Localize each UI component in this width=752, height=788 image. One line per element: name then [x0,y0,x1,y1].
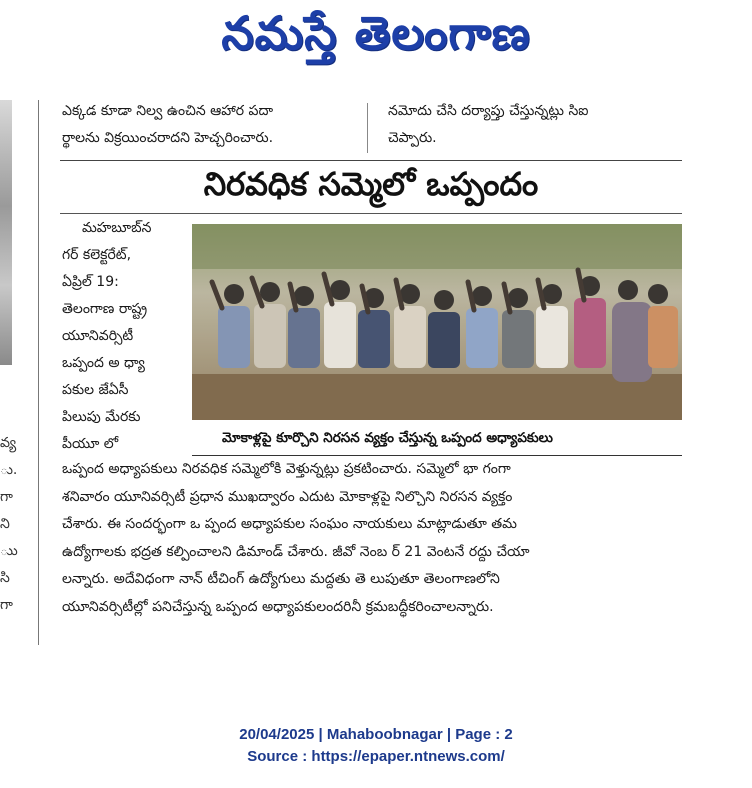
newspaper-title: నమస్తే తెలంగాణ [221,6,531,60]
dateline-line: ఏప్రిల్ 19: [62,274,119,290]
section-rule [60,160,682,161]
headline-rule [60,213,682,214]
photo-caption: మోకాళ్లపై కూర్చొని నిరసన వ్యక్తం చేస్తున్న ఒప్పంద అధ్యాపకులు [222,429,553,446]
text-line: ర్థాలను విక్రయించరాదని హెచ్చరించారు. [62,130,274,146]
protest-photo-illustration [192,224,682,420]
column-divider [367,103,368,153]
text-line: నమోదు చేసి దర్యాప్తు చేస్తున్నట్లు సిఐ [388,103,589,119]
dateline-line: పిలుపు మేరకు [62,409,141,425]
body-line: చేశారు. ఈ సందర్భంగా ఒ ప్పంద అధ్యాపకుల సంఘం నాయకులు మాట్లాడుతూ తమ [62,516,517,532]
column-divider [38,100,39,645]
body-line: శనివారం యూనివర్సిటీ ప్రధాన ముఖద్వారం ఎదుట మోకాళ్లపై నిల్చొని నిరసన వ్యక్తం [62,488,513,505]
dateline-line: ఒప్పంద అ ధ్యా [62,355,145,371]
adjacent-photo-fragment [0,100,12,365]
masthead [0,0,752,78]
source-link[interactable]: Source : https://epaper.ntnews.com/ [247,748,505,765]
dateline-line: పకుల జేఏసీ [62,382,129,398]
previous-article-tail-left [62,98,352,152]
text-line: ఎక్కడ కూడా నిల్వ ఉంచిన ఆహార పదా [62,103,274,119]
article-body [62,456,682,621]
previous-article-tail-right [388,98,678,152]
edition-info: 20/04/2025 | Mahaboobnagar | Page : 2 [239,726,513,743]
dateline-line: పీయూ లో [62,436,119,452]
dateline-line: తెలంగాణ రాష్ట్ర [62,301,148,317]
page-footer [0,724,752,768]
dateline-line: మహబూబ్‌న [82,220,152,236]
dateline-line: యూనివర్సిటీ [62,328,134,344]
body-line: యూనివర్సిటీల్లో పనిచేస్తున్న ఒప్పంద అధ్యాపకులందరినీ క్రమబద్ధీకరించాలన్నారు. [62,598,494,615]
article-headline: నిరవధిక సమ్మెలో ఒప్పందం [203,165,539,203]
adjacent-column-fragment: వ్య ు. గా ని ుు సి గా [0,435,18,613]
text-line: చెప్పారు. [388,130,437,146]
dateline-column [62,215,187,458]
body-line: ఉద్యోగాలకు భద్రత కల్పించాలని డిమాండ్ చేశారు. జీవో నెంబ ర్ 21 వెంటనే రద్దు చేయా [62,543,530,560]
body-line: ఒప్పంద అధ్యాపకులు నిరవధిక సమ్మెలోకి వెళ్తున్నట్లు ప్రకటించారు. సమ్మెలో భా గంగా [62,461,511,477]
protest-photo [192,224,682,420]
body-line: లన్నారు. అదేవిధంగా నాన్ టీచింగ్ ఉద్యోగులు మద్దతు తె లుపుతూ తెలంగాణలోని [62,571,500,587]
dateline-line: గర్ కలెక్టరేట్, [62,247,132,263]
